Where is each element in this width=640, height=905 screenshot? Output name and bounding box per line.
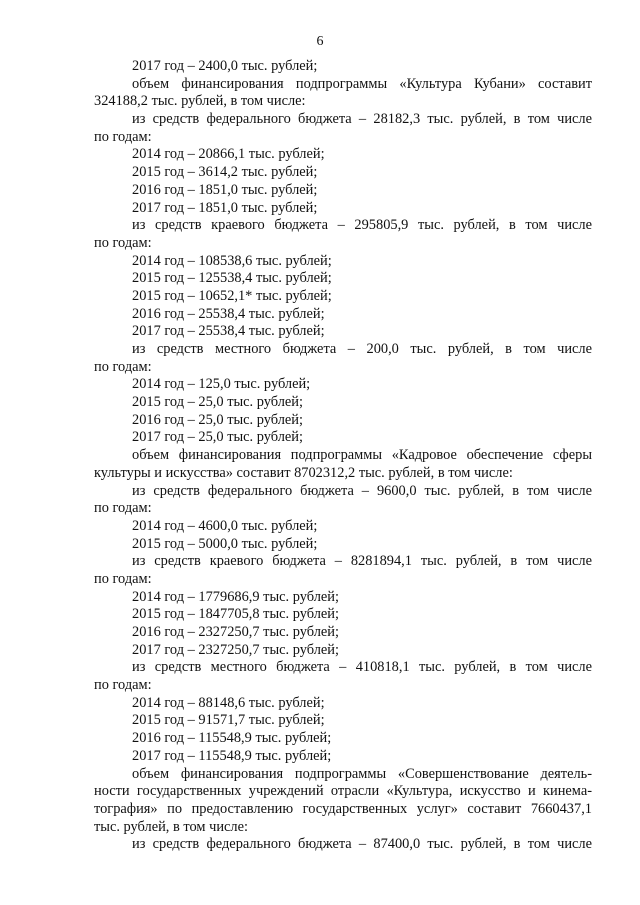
text-line: объем финансирования подпрограммы «Кадровое обеспечение сферы (132, 447, 592, 464)
text-line: из средств краевого бюджета – 295805,9 тыс. рублей, в том числе (132, 217, 592, 234)
text-line: из средств местного бюджета – 200,0 тыс. рублей, в том числе (132, 341, 592, 357)
text-line: 2015 год – 1847705,8 тыс. рублей; (132, 606, 339, 623)
text-line: из средств краевого бюджета – 8281894,1 тыс. рублей, в том числе (132, 553, 592, 570)
text-line: 2015 год – 25,0 тыс. рублей; (132, 394, 303, 411)
text-line: тыс. рублей, в том числе: (94, 818, 248, 835)
text-line: 2017 год – 115548,9 тыс. рублей; (132, 747, 332, 764)
text-line: 2014 год – 20866,1 тыс. рублей; (132, 146, 325, 163)
text-line: 2015 год – 5000,0 тыс. рублей; (132, 535, 318, 552)
text-line: 2015 год – 10652,1* тыс. рублей; (132, 287, 332, 304)
page-number: 6 (316, 34, 324, 49)
text-line: по годам: (94, 677, 152, 694)
text-line: 2017 год – 25,0 тыс. рублей; (132, 429, 303, 446)
text-line: 2016 год – 2327250,7 тыс. рублей; (132, 624, 339, 640)
text-line: из средств федерального бюджета – 87400,0 тыс. рублей, в том числе (132, 836, 592, 853)
document-body (94, 58, 592, 854)
text-line: 324188,2 тыс. рублей, в том числе: (94, 93, 306, 110)
text-line: объем финансирования подпрограммы «Культура Кубани» составит (132, 75, 592, 92)
text-line: 2017 год – 2400,0 тыс. рублей; (132, 58, 318, 74)
text-line: 2015 год – 125538,4 тыс. рублей; (132, 270, 332, 287)
text-line: 2016 год – 115548,9 тыс. рублей; (132, 730, 332, 747)
text-line: 2014 год – 108538,6 тыс. рублей; (132, 252, 332, 269)
text-line: 2016 год – 25,0 тыс. рублей; (132, 411, 303, 428)
text-line: 2017 год – 25538,4 тыс. рублей; (132, 323, 325, 340)
text-line: 2017 год – 1851,0 тыс. рублей; (132, 199, 318, 216)
text-line: 2016 год – 25538,4 тыс. рублей; (132, 305, 325, 322)
text-line: 2015 год – 91571,7 тыс. рублей; (132, 712, 325, 729)
text-line: 2017 год – 2327250,7 тыс. рублей; (132, 641, 339, 658)
text-line: 2014 год – 125,0 тыс. рублей; (132, 376, 311, 393)
text-line: по годам: (94, 358, 152, 375)
text-line: тография» по предоставлению государственных услуг» составит 7660437,1 (94, 800, 592, 817)
text-line: из средств федерального бюджета – 28182,3 тыс. рублей, в том числе (132, 111, 592, 128)
text-line: 2015 год – 3614,2 тыс. рублей; (132, 164, 318, 181)
text-line: ности государственных учреждений отрасли «Культура, искусство и кинема- (94, 783, 592, 800)
text-line: культуры и искусства» составит 8702312,2 тыс. рублей, в том числе: (94, 464, 513, 481)
text-line: по годам: (94, 234, 152, 251)
text-line: 2014 год – 1779686,9 тыс. рублей; (132, 588, 339, 605)
text-line: по годам: (94, 570, 152, 587)
text-line: 2014 год – 4600,0 тыс. рублей; (132, 517, 318, 534)
text-line: по годам: (94, 128, 152, 145)
text-line: из средств федерального бюджета – 9600,0 тыс. рублей, в том числе (132, 482, 592, 499)
text-line: из средств местного бюджета – 410818,1 тыс. рублей, в том числе (132, 659, 592, 676)
text-line: по годам: (94, 500, 152, 517)
text-line: объем финансирования подпрограммы «Совершенствование деятель- (132, 765, 592, 782)
text-line: 2016 год – 1851,0 тыс. рублей; (132, 181, 318, 198)
text-line: 2014 год – 88148,6 тыс. рублей; (132, 694, 325, 711)
